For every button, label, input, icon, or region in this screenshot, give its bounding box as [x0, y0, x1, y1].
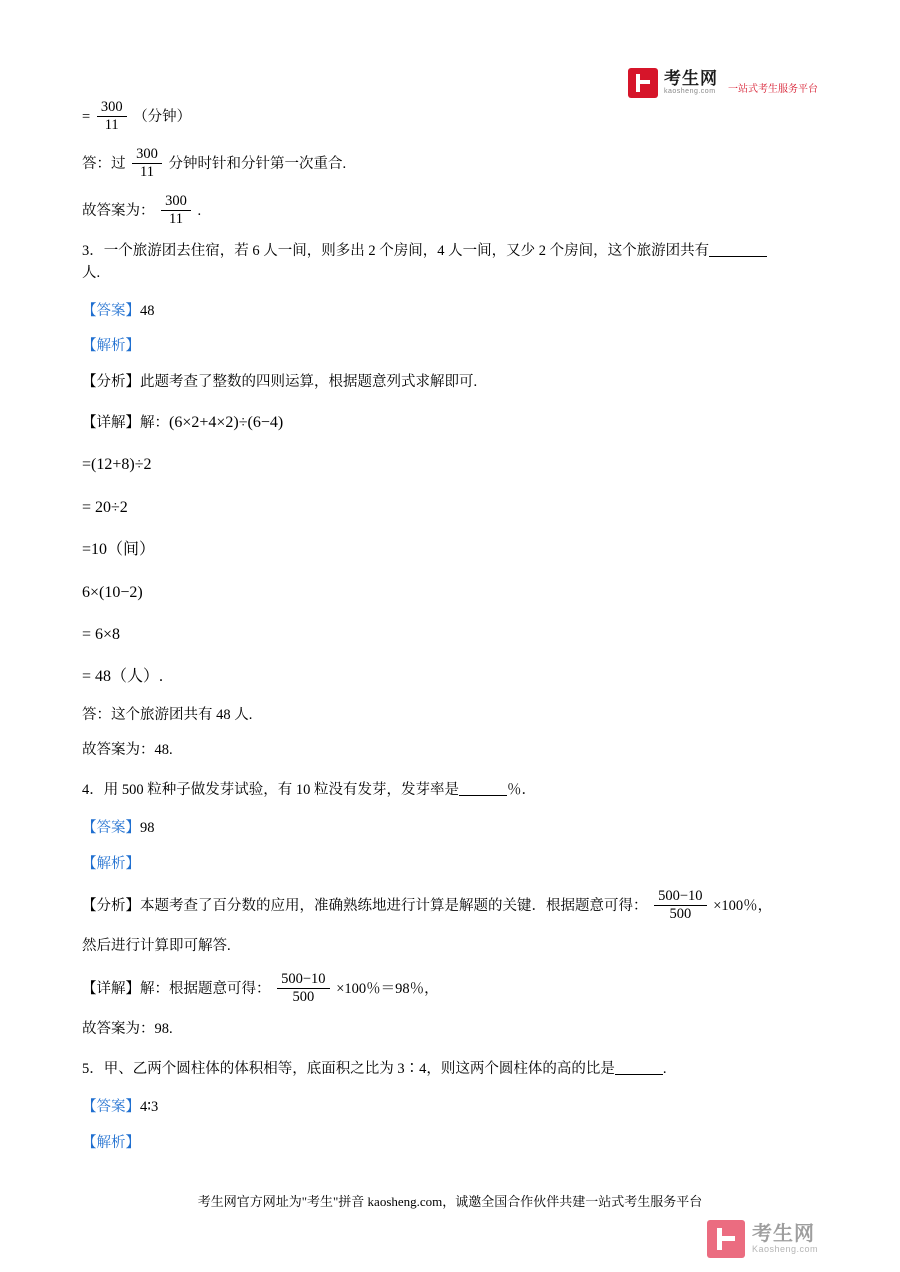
footer-brand-subtitle: Kaosheng.com	[751, 1244, 818, 1255]
question-3-step-5-row	[82, 620, 818, 650]
fraction-denominator: 500	[277, 988, 329, 1006]
question-3-step-1: =(12+8)÷2	[82, 456, 152, 474]
footer-brand-text	[752, 1223, 818, 1255]
question-4-analysis-tail: ×100％，	[713, 898, 773, 915]
fraction-numerator: 300	[136, 146, 158, 163]
question-3-analysis-row	[82, 372, 818, 394]
question-3-conclusion: 答：这个旅游团共有 48 人.	[82, 706, 253, 723]
explain-tag: 【解析】	[82, 1134, 140, 1151]
question-3-answer-row	[82, 301, 818, 323]
footer-text: 考生网官方网址为"考生"拼音 kaosheng.com，诚邀全国合作伙伴共建一站式考生服务平台	[197, 1194, 703, 1209]
brand-title: 考生网	[664, 69, 718, 89]
fraction-500-minus-10-over-500	[654, 888, 706, 923]
question-3-step-6-row	[82, 662, 818, 692]
answer-suffix: 分钟时针和分针第一次重合.	[168, 155, 347, 172]
answer-prefix: 答：过	[82, 155, 126, 172]
question-4-text-tail: ％．	[507, 782, 536, 799]
question-3-step-3-row	[82, 535, 818, 565]
question-4-detail-row	[82, 972, 818, 1007]
question-4-final: 故答案为：98.	[82, 1021, 173, 1038]
fraction-numerator: 500−10	[658, 888, 703, 905]
question-3-step-2: = 20÷2	[82, 498, 128, 516]
fraction-denominator: 11	[97, 116, 127, 134]
answer-tag: 【答案】	[82, 819, 140, 836]
document-content	[82, 100, 818, 1168]
question-3-step-2-row	[82, 493, 818, 523]
question-3-step-5: = 6×8	[82, 625, 121, 643]
question-3-text: 3．一个旅游团去住宿，若 6 人一间，则多出 2 个房间，4 人一间，又少 2 个房间，这个旅游团共有	[82, 243, 710, 260]
question-4-analysis-line2-row	[82, 936, 818, 958]
analysis-tag: 【分析】	[82, 898, 140, 915]
fraction-denominator: 11	[161, 210, 191, 228]
question-3-step-0: (6×2+4×2)÷(6−4)	[169, 413, 284, 431]
explain-tag: 【解析】	[82, 855, 140, 872]
fraction-500-minus-10-over-500-detail	[277, 971, 329, 1006]
question-4-analysis-row	[82, 889, 818, 924]
answer-tag: 【答案】	[82, 1098, 140, 1115]
question-3-explain-row	[82, 336, 818, 358]
footer-logo	[707, 1220, 818, 1258]
question-5-text: 5．甲、乙两个圆柱体的体积相等，底面积之比为 3∶4，则这两个圆柱体的高的比是	[82, 1061, 615, 1078]
brand-mark-icon	[707, 1220, 745, 1258]
fraction-300-11-final	[161, 193, 191, 228]
brand-subtitle: kaosheng.com	[664, 88, 716, 96]
final-answer-line	[82, 194, 818, 229]
question-4-text: 4．用 500 粒种子做发芽试验，有 10 粒没有发芽，发芽率是	[82, 782, 459, 799]
question-4-analysis-text: 本题考查了百分数的应用，准确熟练地进行计算是解题的关键．根据题意可得：	[140, 898, 648, 915]
fraction-numerator: 500−10	[281, 971, 326, 988]
question-4-blank	[459, 781, 507, 796]
question-5-answer-row	[82, 1097, 818, 1119]
brand-tagline: 一站式考生服务平台	[728, 84, 818, 95]
final-answer-suffix: .	[197, 202, 202, 219]
fraction-denominator: 500	[654, 905, 706, 923]
question-4-answer-row	[82, 818, 818, 840]
question-3-step-3: =10（间）	[82, 541, 156, 559]
question-3-final-row	[82, 740, 818, 762]
question-4-explain-row	[82, 854, 818, 876]
unit-label: （分钟）	[133, 108, 192, 125]
footer-brand-title: 考生网	[751, 1223, 815, 1246]
question-3-blank	[709, 242, 767, 257]
detail-tag: 【详解】	[82, 414, 140, 431]
question-3-final: 故答案为：48.	[82, 742, 173, 759]
question-5-explain-row	[82, 1133, 818, 1155]
question-4-analysis-line2: 然后进行计算即可解答.	[82, 938, 231, 955]
explain-tag: 【解析】	[82, 338, 140, 355]
question-3-detail-row	[82, 408, 818, 438]
question-5-blank	[615, 1060, 663, 1075]
analysis-tag: 【分析】	[82, 374, 140, 391]
fraction-denominator: 11	[132, 163, 162, 181]
header-logo	[628, 68, 818, 98]
question-4-detail-tail: ×100％＝98％，	[336, 981, 439, 998]
question-3-analysis-text: 此题考查了整数的四则运算，根据题意列式求解即可.	[140, 374, 478, 391]
fraction-300-11-answer	[132, 146, 162, 181]
question-4-detail-text: 解：根据题意可得：	[140, 981, 271, 998]
detail-tag: 【详解】	[82, 981, 140, 998]
question-5-text-tail: .	[662, 1061, 667, 1078]
brand-mark-icon	[628, 68, 658, 98]
question-3-step-4: 6×(10−2)	[82, 583, 143, 601]
detail-prefix: 解：	[140, 414, 169, 431]
question-3-step-6: = 48（人）.	[82, 668, 164, 686]
question-4-answer-value: 98	[140, 819, 155, 836]
question-3-step-4-row	[82, 578, 818, 608]
question-3-step-1-row	[82, 450, 818, 480]
fraction-300-11	[97, 99, 127, 134]
answer-tag: 【答案】	[82, 302, 140, 319]
question-4-final-row	[82, 1019, 818, 1041]
question-5-statement	[82, 1059, 818, 1081]
question-3-statement	[82, 241, 818, 285]
page-footer	[0, 1191, 900, 1210]
question-3-text-tail: 人.	[82, 264, 101, 281]
question-3-conclusion-row	[82, 705, 818, 727]
fraction-numerator: 300	[165, 193, 187, 210]
answer-sentence-line	[82, 147, 818, 182]
math-line-result	[82, 100, 818, 135]
brand-text	[664, 70, 718, 95]
fraction-numerator: 300	[100, 99, 123, 115]
question-5-answer-value: 4∶3	[140, 1098, 159, 1115]
equals-sign: =	[82, 108, 91, 125]
question-4-statement	[82, 780, 818, 802]
question-3-answer-value: 48	[140, 302, 155, 319]
final-answer-prefix: 故答案为：	[82, 202, 155, 219]
